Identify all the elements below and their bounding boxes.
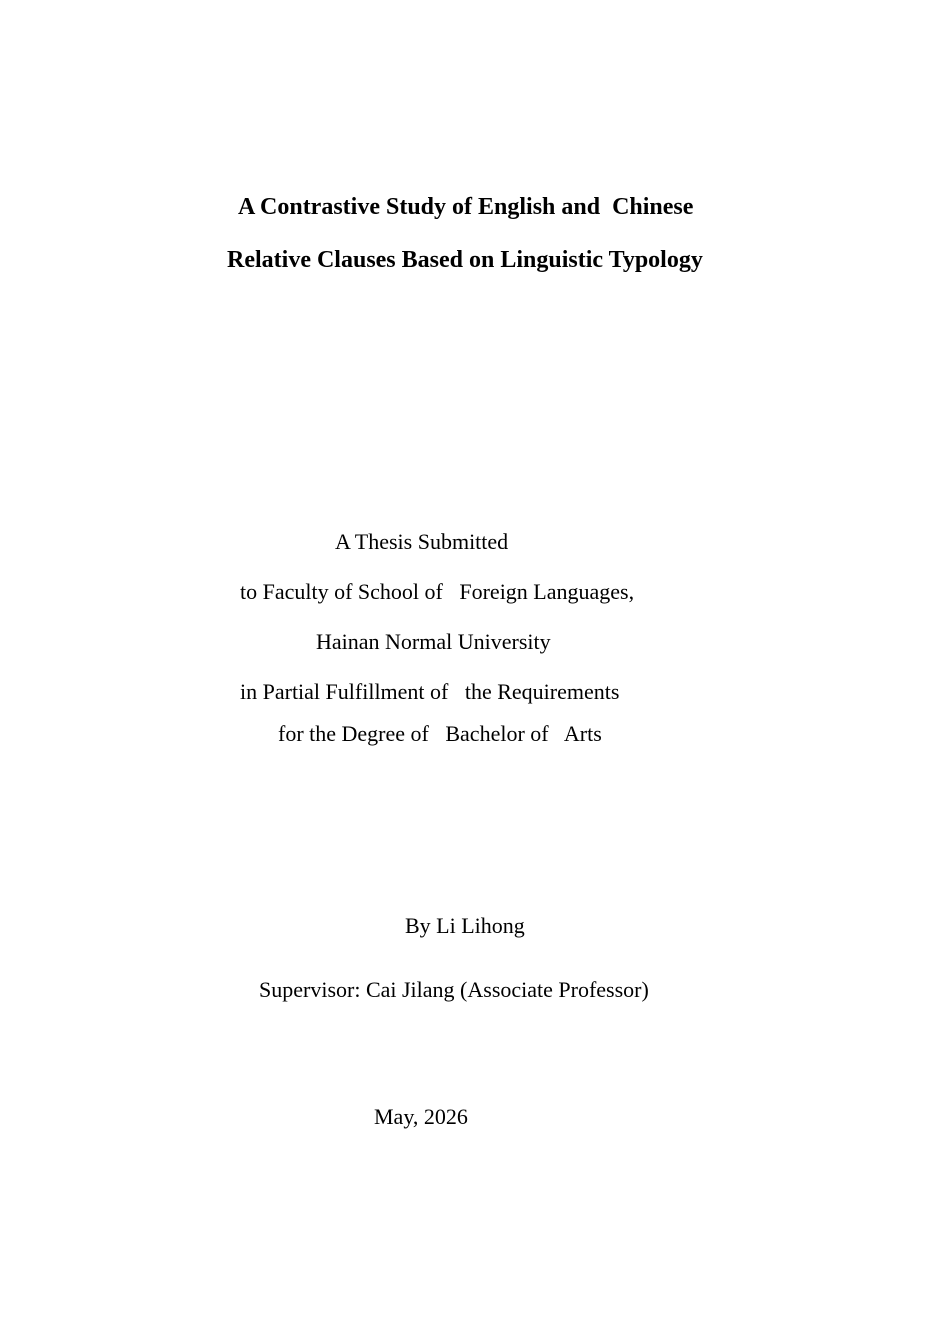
author-byline: By Li Lihong — [405, 913, 525, 938]
submission-line-3: Hainan Normal University — [316, 629, 551, 654]
supervisor-line: Supervisor: Cai Jilang (Associate Professor) — [259, 977, 649, 1002]
submission-date: May, 2026 — [374, 1104, 468, 1129]
submission-line-1: A Thesis Submitted — [335, 529, 509, 554]
thesis-title-line-2: Relative Clauses Based on Linguistic Typology — [227, 247, 703, 273]
submission-line-5: for the Degree of Bachelor of Arts — [278, 721, 602, 746]
submission-line-2: to Faculty of School of Foreign Languages, — [240, 579, 635, 604]
thesis-title-line-1: A Contrastive Study of English and Chinese — [238, 194, 694, 220]
submission-line-4: in Partial Fulfillment of the Requirements — [240, 679, 620, 704]
